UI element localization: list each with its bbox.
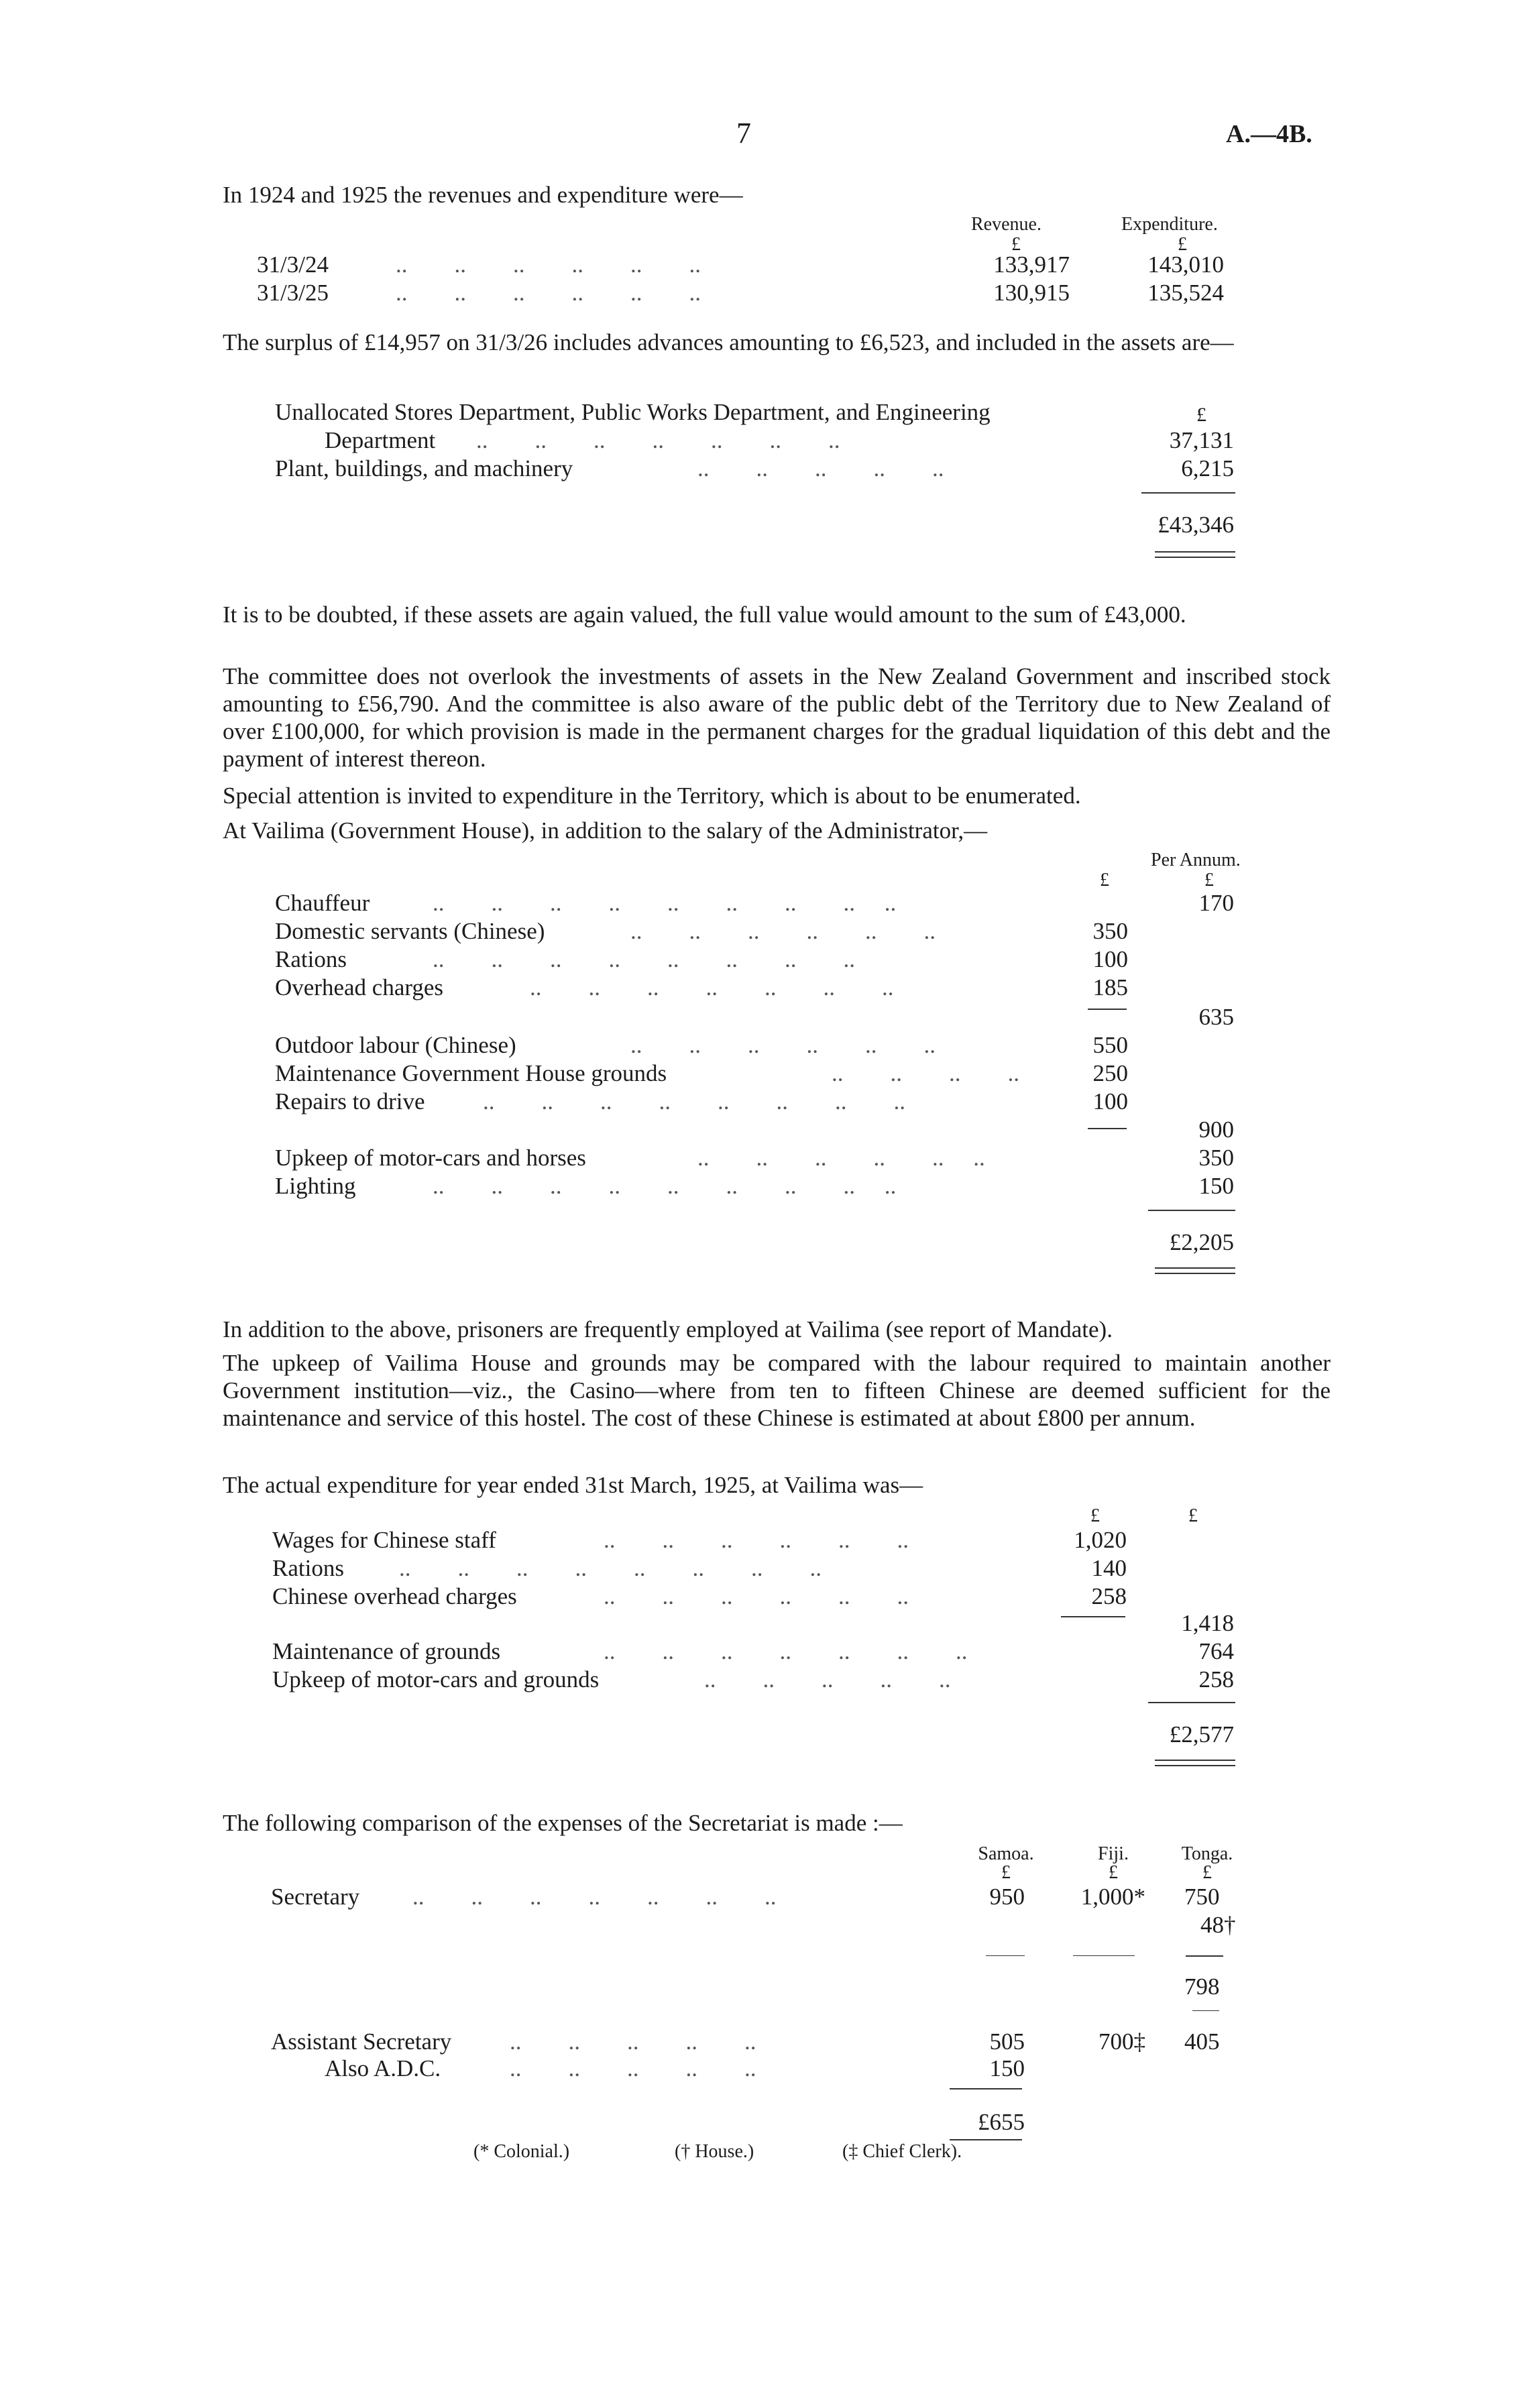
leader-dots: .. .. .. .. .. — [704, 1666, 951, 1693]
vailima-lighting-value: 150 — [1198, 1173, 1234, 1199]
leader-dots: .. .. .. .. .. .. .. — [476, 427, 840, 453]
assets-item-plant: Plant, buildings, and machinery — [275, 455, 573, 481]
assets-unit: £ — [1196, 404, 1206, 426]
assistant-secretary-label: Assistant Secretary — [271, 2028, 452, 2055]
assistant-secretary-tonga: 405 — [1184, 2028, 1220, 2055]
sum-rule — [950, 2088, 1022, 2089]
paragraph-prisoners: In addition to the above, prisoners are frequently employed at Vailima (see report of Mandate). — [223, 1316, 1113, 1342]
total-double-rule — [1155, 1273, 1235, 1274]
sum-rule — [1088, 1128, 1127, 1129]
actual-wages-label: Wages for Chinese staff — [272, 1527, 496, 1553]
secretary-samoa: 950 — [989, 1884, 1025, 1910]
row-expenditure: 135,524 — [1147, 280, 1224, 306]
secretariat-intro: The following comparison of the expenses of the Secretariat is made :— — [223, 1810, 903, 1836]
leader-dots: .. .. .. .. .. .. — [396, 251, 701, 278]
vailima-unit-left: £ — [1100, 870, 1109, 891]
page-number: 7 — [736, 117, 751, 150]
leader-dots: .. .. .. .. .. .. — [630, 1032, 936, 1058]
samoa-unit: £ — [1001, 1862, 1011, 1883]
leader-dots: .. .. .. .. .. .. .. .. — [433, 946, 855, 972]
revenue-intro: In 1924 and 1925 the revenues and expenditure were— — [223, 182, 743, 208]
vailima-subtotal-2: 900 — [1198, 1116, 1234, 1143]
row-revenue: 130,915 — [993, 280, 1070, 306]
actual-wages-value: 1,020 — [1074, 1527, 1127, 1553]
actual-rations-label: Rations — [272, 1555, 344, 1581]
secretary-fiji: 1,000* — [1080, 1884, 1145, 1910]
leader-dots: .. .. .. .. .. .. .. .. — [399, 1555, 822, 1581]
leader-dots: .. .. .. .. .. .. .. — [530, 974, 894, 1000]
assets-item-stores: Unallocated Stores Department, Public Works Department, and Engineering — [275, 399, 991, 425]
footnote-colonial: (* Colonial.) — [473, 2141, 570, 2162]
leader-dots: .. .. .. .. .. .. — [604, 1527, 909, 1553]
leader-dots: .. .. .. .. .. — [510, 2055, 756, 2081]
adc-label: Also A.D.C. — [325, 2055, 441, 2081]
total-double-rule — [1155, 1760, 1235, 1761]
sum-rule — [986, 1955, 1025, 1956]
leader-dots: .. .. .. .. .. .. .. — [604, 1638, 968, 1664]
vailima-unit-right: £ — [1204, 870, 1214, 891]
leader-dots: .. .. .. .. .. .. — [396, 280, 701, 306]
actual-upkeep-value: 258 — [1198, 1666, 1234, 1693]
assets-value-plant: 6,215 — [1181, 455, 1234, 481]
fiji-column-header: Fiji. — [1098, 1843, 1129, 1864]
secretary-tonga: 750 — [1184, 1884, 1220, 1910]
row-expenditure: 143,010 — [1147, 251, 1224, 278]
per-annum-header: Per Annum. — [1151, 850, 1241, 870]
assistant-secretary-samoa: 505 — [989, 2028, 1025, 2055]
leader-dots: .. .. .. .. .. .. .. .. .. — [433, 890, 897, 916]
sum-rule — [1088, 1009, 1127, 1010]
surplus-paragraph: The surplus of £14,957 on 31/3/26 includes advances amounting to £6,523, and included in the assets are— — [223, 329, 1234, 355]
actual-unit-left: £ — [1090, 1505, 1100, 1526]
fiji-unit: £ — [1109, 1862, 1118, 1883]
sum-rule — [1061, 1616, 1125, 1617]
actual-maintenance-value: 764 — [1198, 1638, 1234, 1664]
paragraph-special-attention: Special attention is invited to expenditure in the Territory, which is about to be enumerated. — [223, 783, 1081, 809]
total-double-rule — [1155, 551, 1235, 553]
actual-overhead-label: Chinese overhead charges — [272, 1583, 517, 1609]
vailima-chauffeur-label: Chauffeur — [275, 890, 370, 916]
expenditure-column-header: Expenditure. — [1121, 214, 1218, 235]
paragraph-assets-valued: It is to be doubted, if these assets are again valued, the full value would amount to the sum of £43,000. — [223, 601, 1186, 628]
total-double-rule — [1155, 1267, 1235, 1269]
sum-rule — [1148, 1210, 1235, 1211]
vailima-overhead-label: Overhead charges — [275, 974, 444, 1000]
sum-rule — [1192, 2010, 1219, 2011]
vailima-upkeep-value: 350 — [1198, 1145, 1234, 1171]
leader-dots: .. .. .. .. .. — [510, 2028, 756, 2055]
vailima-repairs-value: 100 — [1092, 1088, 1128, 1114]
leader-dots: .. .. .. .. .. .. — [630, 918, 936, 944]
tonga-unit: £ — [1202, 1862, 1212, 1883]
vailima-repairs-label: Repairs to drive — [275, 1088, 425, 1114]
actual-subtotal: 1,418 — [1181, 1610, 1234, 1636]
samoa-column-header: Samoa. — [978, 1843, 1034, 1864]
paragraph-actual-expenditure: The actual expenditure for year ended 31st March, 1925, at Vailima was— — [223, 1472, 923, 1498]
vailima-upkeep-label: Upkeep of motor-cars and horses — [275, 1145, 586, 1171]
vailima-maintenance-label: Maintenance Government House grounds — [275, 1060, 667, 1086]
row-revenue: 133,917 — [993, 251, 1070, 278]
secretary-tonga-total: 798 — [1184, 1973, 1220, 2000]
document-reference: A.—4B. — [1226, 120, 1312, 148]
leader-dots: .. .. .. .. .. .. .. — [412, 1884, 777, 1910]
assets-value-stores: 37,131 — [1169, 427, 1234, 453]
paragraph-vailima-intro: At Vailima (Government House), in addition to the salary of the Administrator,— — [223, 817, 988, 844]
vailima-rations-value: 100 — [1092, 946, 1128, 972]
vailima-outdoor-label: Outdoor labour (Chinese) — [275, 1032, 516, 1058]
leader-dots: .. .. .. .. — [832, 1060, 1019, 1086]
vailima-chauffeur-value: 170 — [1198, 890, 1234, 916]
row-date: 31/3/24 — [257, 251, 329, 278]
samoa-total: £655 — [978, 2109, 1025, 2135]
actual-rations-value: 140 — [1091, 1555, 1127, 1581]
footnote-chief-clerk: (‡ Chief Clerk). — [842, 2141, 962, 2162]
tonga-column-header: Tonga. — [1181, 1843, 1233, 1864]
sum-rule — [1141, 492, 1235, 494]
assets-item-stores-cont: Department — [325, 427, 436, 453]
revenue-column-header: Revenue. — [971, 214, 1041, 235]
sum-rule — [1073, 1955, 1135, 1956]
expenditure-unit: £ — [1178, 234, 1187, 255]
vailima-domestic-label: Domestic servants (Chinese) — [275, 918, 545, 944]
paragraph-casino-comparison: The upkeep of Vailima House and grounds may be compared with the labour required to maintain another Government institution—viz., the Casino—where from ten to fifteen Chinese are deemed sufficient for the maintenance and service of this hostel. The cost of these Chinese is estimated at about £800 per annum. — [223, 1350, 1331, 1431]
vailima-subtotal-1: 635 — [1198, 1004, 1234, 1030]
vailima-outdoor-value: 550 — [1092, 1032, 1128, 1058]
vailima-overhead-value: 185 — [1092, 974, 1128, 1000]
vailima-lighting-label: Lighting — [275, 1173, 356, 1199]
secretary-tonga-house: 48† — [1200, 1912, 1236, 1938]
vailima-rations-label: Rations — [275, 946, 347, 972]
leader-dots: .. .. .. .. .. .. — [697, 1145, 985, 1171]
adc-samoa: 150 — [989, 2055, 1025, 2081]
leader-dots: .. .. .. .. .. .. .. .. .. — [433, 1173, 897, 1199]
footnote-house: († House.) — [675, 2141, 754, 2162]
total-double-rule — [1155, 1765, 1235, 1766]
actual-unit-right: £ — [1188, 1505, 1198, 1526]
total-double-rule — [1155, 557, 1235, 558]
assets-total: £43,346 — [1158, 512, 1234, 538]
vailima-maintenance-value: 250 — [1092, 1060, 1128, 1086]
sum-rule — [1186, 1955, 1223, 1957]
row-date: 31/3/25 — [257, 280, 329, 306]
revenue-unit: £ — [1011, 234, 1021, 255]
leader-dots: .. .. .. .. .. .. — [604, 1583, 909, 1609]
vailima-domestic-value: 350 — [1092, 918, 1128, 944]
vailima-total: £2,205 — [1169, 1229, 1234, 1255]
leader-dots: .. .. .. .. .. — [697, 455, 944, 481]
actual-total: £2,577 — [1169, 1721, 1234, 1747]
leader-dots: .. .. .. .. .. .. .. .. — [483, 1088, 905, 1114]
secretary-label: Secretary — [271, 1884, 360, 1910]
sum-rule — [1148, 1702, 1235, 1703]
paragraph-investments: The committee does not overlook the investments of assets in the New Zealand Government and inscribed stock amounting to £56,790. And the committee is also aware of the public debt of the Territory due to New Zealand of over £100,000, for which provision is made in the permanent charges for the gradual liquidation of this debt and the payment of interest thereon. — [223, 663, 1331, 772]
actual-upkeep-label: Upkeep of motor-cars and grounds — [272, 1666, 600, 1693]
assistant-secretary-fiji: 700‡ — [1098, 2028, 1145, 2055]
actual-maintenance-label: Maintenance of grounds — [272, 1638, 501, 1664]
actual-overhead-value: 258 — [1091, 1583, 1127, 1609]
